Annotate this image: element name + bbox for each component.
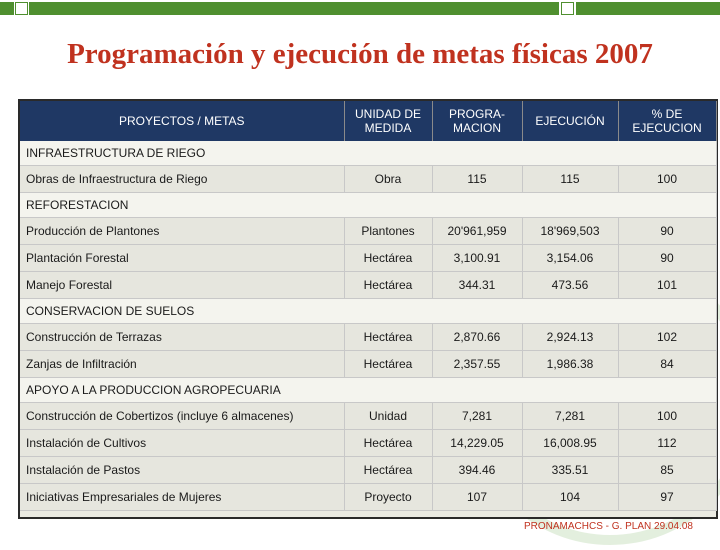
cell-name: Construcción de Cobertizos (incluye 6 almacenes) <box>20 403 344 430</box>
cell-name: Obras de Infraestructura de Riego <box>20 166 344 193</box>
header-unidad: UNIDAD DE MEDIDA <box>344 101 432 141</box>
cell-programacion: 14,229.05 <box>432 430 522 457</box>
cell-porcentaje: 112 <box>618 430 716 457</box>
cell-unit: Hectárea <box>344 430 432 457</box>
section-header-row <box>20 141 716 166</box>
cell-name: Iniciativas Empresariales de Mujeres <box>20 484 344 511</box>
top-decorative-band <box>0 0 720 16</box>
cell-unit: Hectárea <box>344 245 432 272</box>
table-row <box>20 166 716 193</box>
cell-unit: Hectárea <box>344 457 432 484</box>
cell-unit: Unidad <box>344 403 432 430</box>
band-square <box>15 2 28 15</box>
cell-programacion: 3,100.91 <box>432 245 522 272</box>
cell-ejecucion: 16,008.95 <box>522 430 618 457</box>
cell-programacion: 2,870.66 <box>432 324 522 351</box>
section-title: CONSERVACION DE SUELOS <box>20 299 716 324</box>
header-programacion: PROGRA- MACION <box>432 101 522 141</box>
cell-ejecucion: 1,986.38 <box>522 351 618 378</box>
header-proyectos: PROYECTOS / METAS <box>20 101 344 141</box>
table-row <box>20 484 716 511</box>
cell-ejecucion: 473.56 <box>522 272 618 299</box>
section-title: INFRAESTRUCTURA DE RIEGO <box>20 141 716 166</box>
footer-credit: PRONAMACHCS - G. PLAN 29.04.08 <box>524 521 693 532</box>
cell-name: Producción de Plantones <box>20 218 344 245</box>
cell-programacion: 115 <box>432 166 522 193</box>
cell-porcentaje: 102 <box>618 324 716 351</box>
cell-unit: Hectárea <box>344 324 432 351</box>
cell-programacion: 20'961,959 <box>432 218 522 245</box>
cell-ejecucion: 18'969,503 <box>522 218 618 245</box>
band-segment <box>0 2 14 15</box>
band-segment <box>29 2 559 15</box>
cell-unit: Hectárea <box>344 351 432 378</box>
cell-unit: Hectárea <box>344 272 432 299</box>
goals-table <box>18 99 718 519</box>
cell-name: Manejo Forestal <box>20 272 344 299</box>
table-row <box>20 272 716 299</box>
cell-porcentaje: 90 <box>618 245 716 272</box>
cell-unit: Obra <box>344 166 432 193</box>
table-row <box>20 430 716 457</box>
page-title: Programación y ejecución de metas físicas 2007 <box>67 38 653 70</box>
cell-ejecucion: 115 <box>522 166 618 193</box>
cell-porcentaje: 84 <box>618 351 716 378</box>
cell-ejecucion: 7,281 <box>522 403 618 430</box>
cell-name: Zanjas de Infiltración <box>20 351 344 378</box>
cell-unit: Proyecto <box>344 484 432 511</box>
cell-porcentaje: 101 <box>618 272 716 299</box>
section-title: REFORESTACION <box>20 193 716 218</box>
section-header-row <box>20 299 716 324</box>
cell-programacion: 344.31 <box>432 272 522 299</box>
section-header-row <box>20 193 716 218</box>
header-porcentaje: % DE EJECUCION <box>618 101 716 141</box>
cell-porcentaje: 90 <box>618 218 716 245</box>
table-row <box>20 245 716 272</box>
cell-name: Plantación Forestal <box>20 245 344 272</box>
cell-porcentaje: 100 <box>618 166 716 193</box>
section-header-row <box>20 378 716 403</box>
band-segment <box>576 2 720 15</box>
table-row <box>20 218 716 245</box>
table-row <box>20 457 716 484</box>
cell-porcentaje: 85 <box>618 457 716 484</box>
cell-porcentaje: 97 <box>618 484 716 511</box>
cell-porcentaje: 100 <box>618 403 716 430</box>
cell-ejecucion: 2,924.13 <box>522 324 618 351</box>
cell-ejecucion: 335.51 <box>522 457 618 484</box>
section-title: APOYO A LA PRODUCCION AGROPECUARIA <box>20 378 716 403</box>
cell-name: Instalación de Pastos <box>20 457 344 484</box>
cell-ejecucion: 104 <box>522 484 618 511</box>
cell-unit: Plantones <box>344 218 432 245</box>
header-ejecucion: EJECUCIÓN <box>522 101 618 141</box>
cell-ejecucion: 3,154.06 <box>522 245 618 272</box>
band-square <box>561 2 574 15</box>
cell-programacion: 394.46 <box>432 457 522 484</box>
cell-programacion: 107 <box>432 484 522 511</box>
cell-programacion: 7,281 <box>432 403 522 430</box>
table-row <box>20 403 716 430</box>
cell-name: Instalación de Cultivos <box>20 430 344 457</box>
cell-name: Construcción de Terrazas <box>20 324 344 351</box>
table-row <box>20 351 716 378</box>
cell-programacion: 2,357.55 <box>432 351 522 378</box>
table-header-row <box>20 101 716 141</box>
table-row <box>20 324 716 351</box>
